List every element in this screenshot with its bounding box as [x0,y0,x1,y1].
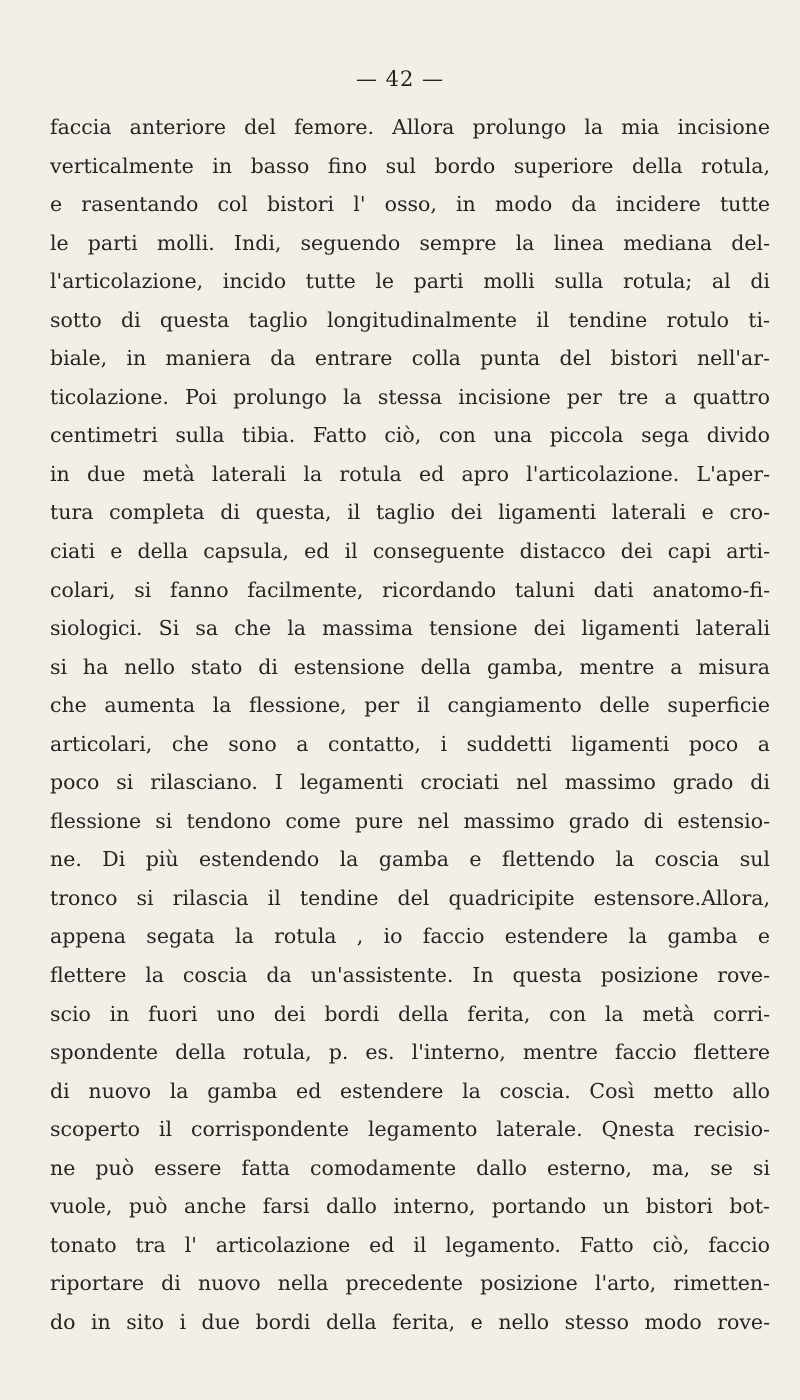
text-line: articolari, che sono a contatto, i suddetti ligamenti poco a [50,731,770,756]
text-line: ne. Di più estendendo la gamba e flettendo la coscia sul [50,847,770,872]
text-line: tronco si rilascia il tendine del quadricipite estensore.Allora, [50,885,770,910]
text-line: flettere la coscia da un'assistente. In questa posizione rove- [50,963,770,988]
text-line: poco si rilasciano. I legamenti crociati nel massimo grado di [50,770,770,795]
text-line: ne può essere fatta comodamente dallo esterno, ma, se si [50,1155,770,1180]
text-line: do in sito i due bordi della ferita, e nello stesso modo rove- [50,1309,770,1334]
text-line: tonato tra l' articolazione ed il legamento. Fatto ciò, faccio [50,1232,770,1257]
text-line: scoperto il corrispondente legamento laterale. Qnesta recisio- [50,1117,770,1142]
text-line: scio in fuori uno dei bordi della ferita, con la metà corri- [50,1001,770,1026]
text-line: centimetri sulla tibia. Fatto ciò, con una piccola sega divido [50,423,770,448]
text-line: siologici. Si sa che la massima tensione dei ligamenti laterali [50,616,770,641]
text-line: flessione si tendono come pure nel massimo grado di estensio- [50,808,770,833]
text-line: le parti molli. Indi, seguendo sempre la linea mediana del- [50,230,770,255]
text-line: vuole, può anche farsi dallo interno, portando un bistori bot- [50,1194,770,1219]
text-line: riportare di nuovo nella precedente posizione l'arto, rimetten- [50,1271,770,1296]
text-line: biale, in maniera da entrare colla punta del bistori nell'ar- [50,346,770,371]
text-line: in due metà laterali la rotula ed apro l'articolazione. L'aper- [50,461,770,486]
text-line: ticolazione. Poi prolungo la stessa incisione per tre a quattro [50,384,770,409]
text-line: ciati e della capsula, ed il conseguente distacco dei capi arti- [50,539,770,564]
text-line: di nuovo la gamba ed estendere la coscia. Così metto allo [50,1078,770,1103]
text-line: e rasentando col bistori l' osso, in modo da incidere tutte [50,192,770,217]
text-line: verticalmente in basso fino sul bordo superiore della rotula, [50,153,770,178]
text-line: tura completa di questa, il taglio dei ligamenti laterali e cro- [50,500,770,525]
text-line: che aumenta la flessione, per il cangiamento delle superficie [50,693,770,718]
text-line: faccia anteriore del femore. Allora prolungo la mia incisione [50,115,770,139]
body-text [50,108,770,1342]
page-number: — 42 — [355,67,445,91]
text-line: spondente della rotula, p. es. l'interno, mentre faccio flettere [50,1040,770,1065]
text-line: appena segata la rotula , io faccio estendere la gamba e [50,924,770,949]
text-line: si ha nello stato di estensione della gamba, mentre a misura [50,654,770,679]
text-line: colari, si fanno facilmente, ricordando taluni dati anatomo-fi- [50,577,770,602]
text-line: l'articolazione, incido tutte le parti molli sulla rotula; al di [50,269,770,294]
text-line: sotto di questa taglio longitudinalmente il tendine rotulo ti- [50,307,770,332]
